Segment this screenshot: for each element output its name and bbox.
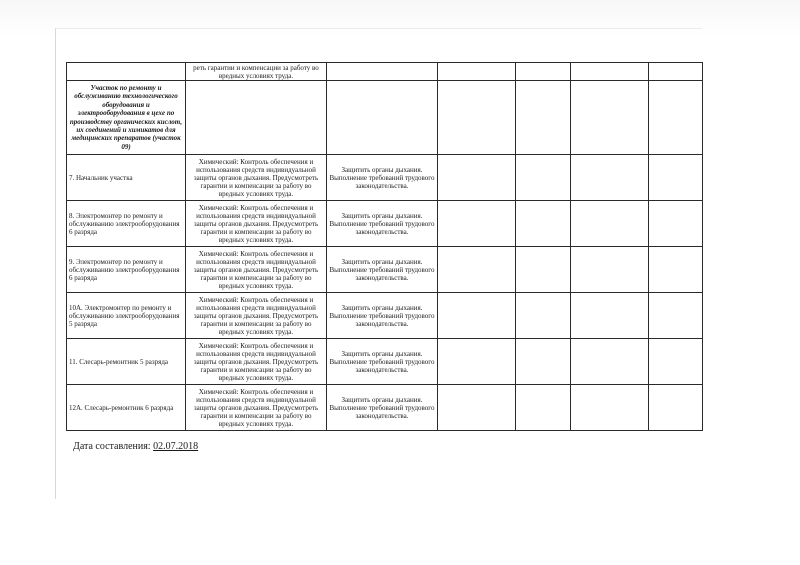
position-cell: 9. Электромонтер по ремонту и обслуживанию электрооборудования 6 разряда (67, 247, 186, 293)
empty-cell (571, 385, 649, 431)
empty-cell (438, 293, 516, 339)
empty-cell (649, 247, 703, 293)
measures-table (66, 62, 703, 431)
empty-cell (438, 385, 516, 431)
goal-cell (327, 63, 438, 81)
empty-cell (649, 81, 703, 155)
table-row (67, 293, 703, 339)
measure-cell: реть гарантии и компенсации за работу во вредных условиях труда. (186, 63, 327, 81)
measure-cell: Химический: Контроль обеспечения и использования средств индивидуальной защиты органов дыхания. Предусмотреть гарантии и компенсации за работу во вредных условиях труда. (186, 385, 327, 431)
empty-cell (438, 201, 516, 247)
empty-cell (438, 63, 516, 81)
section-row (67, 81, 703, 155)
measure-cell: Химический: Контроль обеспечения и использования средств индивидуальной защиты органов дыхания. Предусмотреть гарантии и компенсации за работу во вредных условиях труда. (186, 247, 327, 293)
goal-cell: Защитить органы дыхания. Выполнение требований трудового законодательства. (327, 155, 438, 201)
empty-cell (571, 201, 649, 247)
empty-cell (516, 339, 571, 385)
empty-cell (649, 339, 703, 385)
empty-cell (571, 247, 649, 293)
section-title: Участок по ремонту и обслуживанию технологического оборудования и электрооборудования в цехе по производству органических кислот, их соединений и химикатов для медицинских препаратов (участок 09) (67, 81, 186, 155)
table-row (67, 247, 703, 293)
empty-cell (649, 385, 703, 431)
empty-cell (571, 339, 649, 385)
empty-cell (571, 155, 649, 201)
table-row (67, 155, 703, 201)
empty-cell (571, 81, 649, 155)
table-row (67, 201, 703, 247)
goal-cell: Защитить органы дыхания. Выполнение требований трудового законодательства. (327, 247, 438, 293)
position-cell (67, 63, 186, 81)
table-row-continued (67, 63, 703, 81)
empty-cell (186, 81, 327, 155)
position-cell: 7. Начальник участка (67, 155, 186, 201)
empty-cell (438, 247, 516, 293)
table-row (67, 385, 703, 431)
empty-cell (516, 293, 571, 339)
empty-cell (571, 293, 649, 339)
goal-cell: Защитить органы дыхания. Выполнение требований трудового законодательства. (327, 293, 438, 339)
empty-cell (438, 339, 516, 385)
goal-cell: Защитить органы дыхания. Выполнение требований трудового законодательства. (327, 339, 438, 385)
measure-cell: Химический: Контроль обеспечения и использования средств индивидуальной защиты органов дыхания. Предусмотреть гарантии и компенсации за работу во вредных условиях труда. (186, 201, 327, 247)
compilation-date-label: Дата составления: (73, 441, 151, 452)
table-row (67, 339, 703, 385)
goal-cell: Защитить органы дыхания. Выполнение требований трудового законодательства. (327, 385, 438, 431)
position-cell: 8. Электромонтер по ремонту и обслуживанию электрооборудования 6 разряда (67, 201, 186, 247)
empty-cell (438, 81, 516, 155)
empty-cell (649, 63, 703, 81)
compilation-date (73, 441, 198, 452)
position-cell: 11. Слесарь-ремонтник 5 разряда (67, 339, 186, 385)
empty-cell (438, 155, 516, 201)
empty-cell (516, 247, 571, 293)
empty-cell (649, 293, 703, 339)
empty-cell (649, 155, 703, 201)
goal-cell: Защитить органы дыхания. Выполнение требований трудового законодательства. (327, 201, 438, 247)
empty-cell (516, 63, 571, 81)
empty-cell (327, 81, 438, 155)
measure-cell: Химический: Контроль обеспечения и использования средств индивидуальной защиты органов дыхания. Предусмотреть гарантии и компенсации за работу во вредных условиях труда. (186, 155, 327, 201)
measure-cell: Химический: Контроль обеспечения и использования средств индивидуальной защиты органов дыхания. Предусмотреть гарантии и компенсации за работу во вредных условиях труда. (186, 339, 327, 385)
empty-cell (516, 201, 571, 247)
compilation-date-value: 02.07.2018 (153, 441, 199, 452)
position-cell: 10А. Электромонтер по ремонту и обслуживанию электрооборудования 5 разряда (67, 293, 186, 339)
position-cell: 12А. Слесарь-ремонтник 6 разряда (67, 385, 186, 431)
empty-cell (516, 155, 571, 201)
empty-cell (516, 385, 571, 431)
measure-cell: Химический: Контроль обеспечения и использования средств индивидуальной защиты органов дыхания. Предусмотреть гарантии и компенсации за работу во вредных условиях труда. (186, 293, 327, 339)
empty-cell (516, 81, 571, 155)
empty-cell (571, 63, 649, 81)
empty-cell (649, 201, 703, 247)
